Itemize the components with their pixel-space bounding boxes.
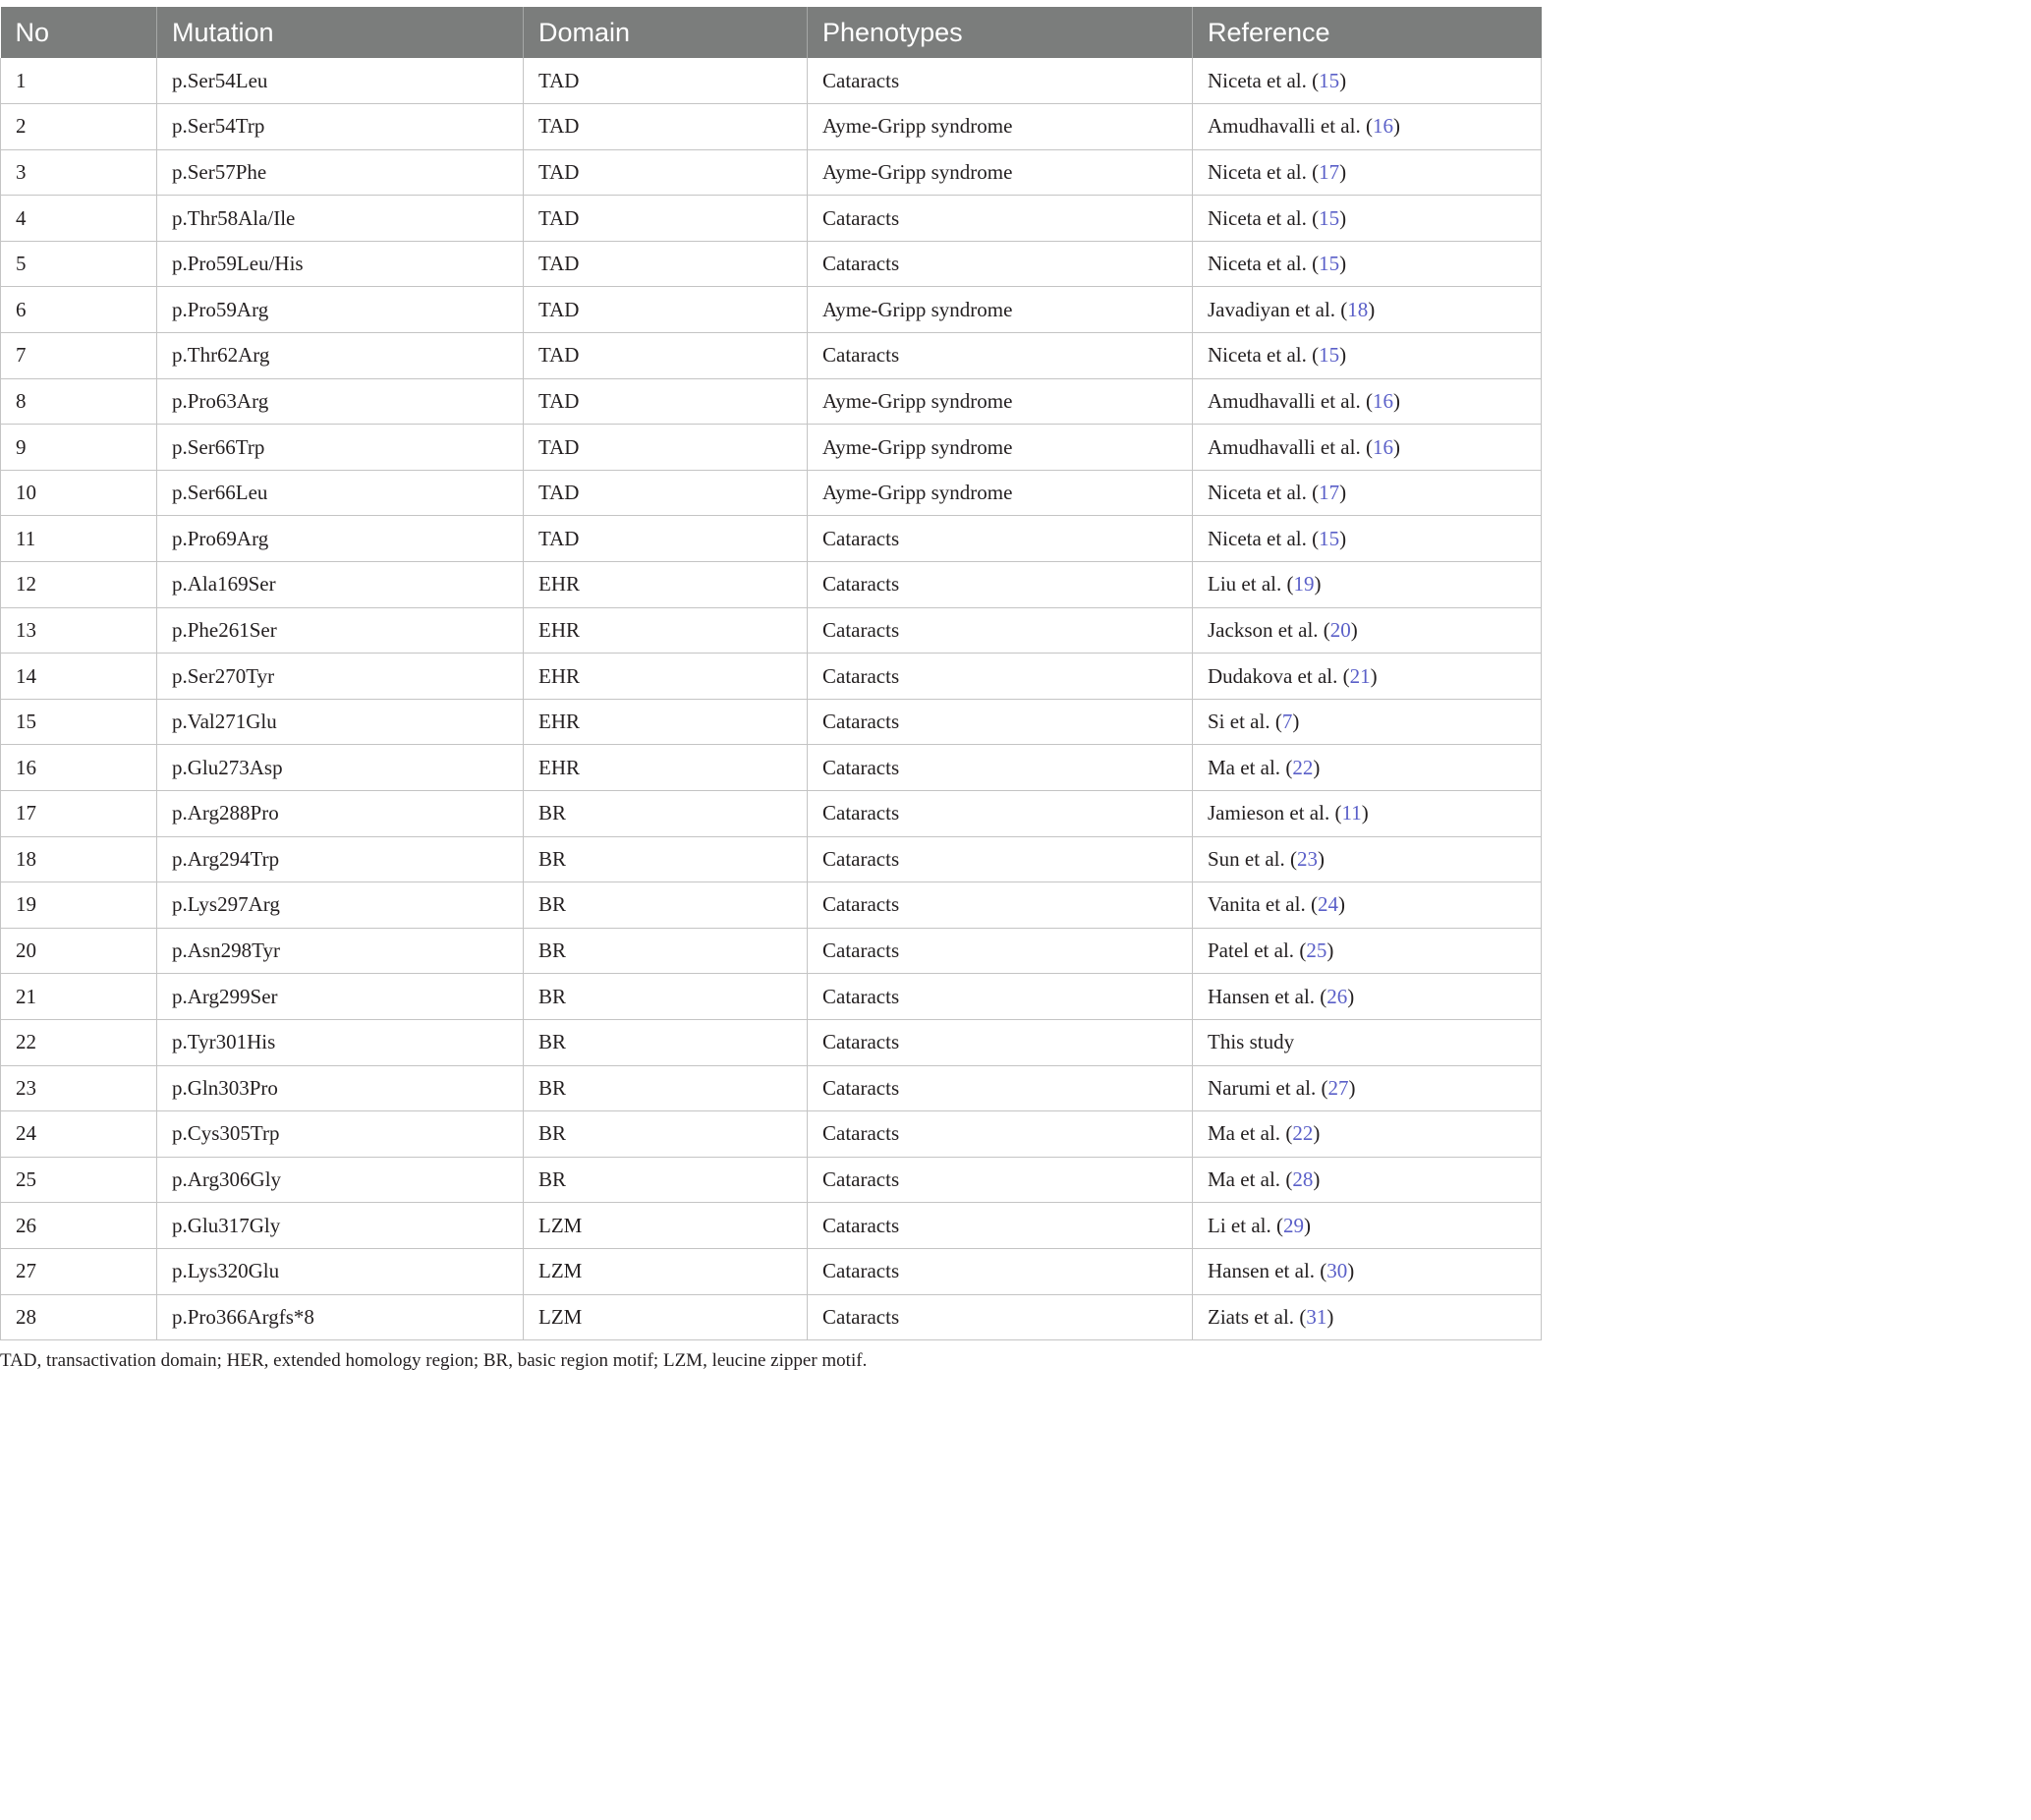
cell-no: 12	[1, 562, 157, 608]
cell-no: 14	[1, 654, 157, 700]
reference-author: Hansen et al.	[1208, 984, 1316, 1008]
cell-phenotype: Cataracts	[808, 974, 1193, 1020]
cell-no: 6	[1, 287, 157, 333]
reference-author: Liu et al.	[1208, 572, 1282, 597]
table-row	[1, 1203, 1542, 1249]
cell-mutation: p.Phe261Ser	[157, 607, 524, 654]
cell-no: 1	[1, 58, 157, 104]
reference-author: Javadiyan et al.	[1208, 297, 1336, 321]
reference-link[interactable]: 28	[1292, 1167, 1314, 1192]
cell-phenotype: Cataracts	[808, 1157, 1193, 1203]
table-row	[1, 607, 1542, 654]
cell-mutation: p.Arg294Trp	[157, 836, 524, 882]
table-row	[1, 104, 1542, 150]
cell-no: 10	[1, 470, 157, 516]
reference-author: Amudhavalli et al.	[1208, 114, 1361, 139]
reference-author: This study	[1208, 1030, 1295, 1054]
cell-mutation: p.Glu273Asp	[157, 745, 524, 791]
reference-author: Dudakova et al.	[1208, 663, 1338, 688]
cell-phenotype: Cataracts	[808, 1294, 1193, 1340]
mutations-table	[0, 7, 1542, 1340]
cell-reference: Amudhavalli et al. (16)	[1193, 378, 1542, 425]
cell-reference	[1193, 1019, 1542, 1065]
cell-domain: BR	[524, 1065, 808, 1111]
cell-reference: Niceta et al. (15)	[1193, 196, 1542, 242]
table-row	[1, 699, 1542, 745]
cell-domain: BR	[524, 791, 808, 837]
table-row	[1, 58, 1542, 104]
cell-mutation: p.Pro69Arg	[157, 516, 524, 562]
cell-phenotype: Cataracts	[808, 791, 1193, 837]
cell-reference: Li et al. (29)	[1193, 1203, 1542, 1249]
cell-reference: Amudhavalli et al. (16)	[1193, 104, 1542, 150]
cell-domain: LZM	[524, 1248, 808, 1294]
table-row	[1, 836, 1542, 882]
cell-domain: TAD	[524, 241, 808, 287]
reference-author: Amudhavalli et al.	[1208, 434, 1361, 459]
reference-author: Narumi et al.	[1208, 1075, 1317, 1100]
cell-reference: Niceta et al. (15)	[1193, 241, 1542, 287]
cell-domain: BR	[524, 1157, 808, 1203]
cell-mutation: p.Ser66Leu	[157, 470, 524, 516]
cell-phenotype: Ayme-Gripp syndrome	[808, 287, 1193, 333]
cell-phenotype: Cataracts	[808, 607, 1193, 654]
cell-domain: TAD	[524, 104, 808, 150]
cell-phenotype: Cataracts	[808, 928, 1193, 974]
cell-reference: Vanita et al. (24)	[1193, 882, 1542, 929]
cell-phenotype: Ayme-Gripp syndrome	[808, 378, 1193, 425]
table-row	[1, 974, 1542, 1020]
reference-link[interactable]: 26	[1326, 984, 1348, 1008]
header-no: No	[15, 17, 50, 47]
reference-link[interactable]: 11	[1341, 801, 1362, 825]
reference-author: Si et al.	[1208, 710, 1270, 734]
cell-no: 7	[1, 333, 157, 379]
cell-reference: Ziats et al. (31)	[1193, 1294, 1542, 1340]
reference-link[interactable]: 25	[1306, 938, 1327, 963]
header-row	[1, 7, 1542, 58]
cell-reference: Dudakova et al. (21)	[1193, 654, 1542, 700]
cell-mutation: p.Ala169Ser	[157, 562, 524, 608]
table-row	[1, 149, 1542, 196]
cell-domain: EHR	[524, 699, 808, 745]
cell-mutation: p.Lys320Glu	[157, 1248, 524, 1294]
cell-domain: LZM	[524, 1294, 808, 1340]
cell-reference: Hansen et al. (30)	[1193, 1248, 1542, 1294]
table-row	[1, 516, 1542, 562]
cell-domain: TAD	[524, 470, 808, 516]
cell-mutation: p.Pro59Leu/His	[157, 241, 524, 287]
reference-link[interactable]: 29	[1282, 1213, 1304, 1237]
cell-reference: Javadiyan et al. (18)	[1193, 287, 1542, 333]
cell-mutation: p.Ser54Trp	[157, 104, 524, 150]
cell-phenotype: Cataracts	[808, 1248, 1193, 1294]
cell-mutation: p.Pro63Arg	[157, 378, 524, 425]
reference-author: Ma et al.	[1208, 1167, 1281, 1192]
cell-no: 15	[1, 699, 157, 745]
cell-phenotype: Ayme-Gripp syndrome	[808, 425, 1193, 471]
reference-link[interactable]: 30	[1326, 1259, 1348, 1283]
cell-mutation: p.Glu317Gly	[157, 1203, 524, 1249]
cell-domain: EHR	[524, 745, 808, 791]
cell-mutation: p.Ser270Tyr	[157, 654, 524, 700]
cell-domain: BR	[524, 836, 808, 882]
cell-no: 21	[1, 974, 157, 1020]
header-mutation: Mutation	[157, 7, 524, 58]
reference-link[interactable]: 7	[1281, 710, 1293, 734]
cell-domain: TAD	[524, 58, 808, 104]
header-phenotypes: Phenotypes	[808, 7, 1193, 58]
table-row	[1, 654, 1542, 700]
cell-domain: TAD	[524, 196, 808, 242]
cell-domain: BR	[524, 974, 808, 1020]
cell-domain: BR	[524, 1019, 808, 1065]
cell-phenotype: Ayme-Gripp syndrome	[808, 104, 1193, 150]
cell-reference: Liu et al. (19)	[1193, 562, 1542, 608]
reference-author: Ma et al.	[1208, 1121, 1281, 1146]
cell-mutation: p.Arg288Pro	[157, 791, 524, 837]
cell-phenotype: Cataracts	[808, 882, 1193, 929]
cell-domain: LZM	[524, 1203, 808, 1249]
reference-link[interactable]: 16	[1372, 434, 1393, 459]
cell-no: 9	[1, 425, 157, 471]
cell-phenotype: Cataracts	[808, 241, 1193, 287]
cell-mutation: p.Asn298Tyr	[157, 928, 524, 974]
reference-author: Patel et al.	[1208, 938, 1295, 963]
table-row	[1, 287, 1542, 333]
reference-author: Sun et al.	[1208, 846, 1285, 871]
cell-domain: TAD	[524, 425, 808, 471]
cell-reference: Sun et al. (23)	[1193, 836, 1542, 882]
reference-link[interactable]: 22	[1292, 1121, 1314, 1146]
cell-mutation: p.Cys305Trp	[157, 1111, 524, 1158]
cell-reference: Amudhavalli et al. (16)	[1193, 425, 1542, 471]
cell-domain: EHR	[524, 607, 808, 654]
table-row	[1, 1157, 1542, 1203]
cell-reference: Niceta et al. (15)	[1193, 58, 1542, 104]
cell-domain: TAD	[524, 378, 808, 425]
table-row	[1, 1111, 1542, 1158]
cell-domain: EHR	[524, 654, 808, 700]
table-row	[1, 425, 1542, 471]
table-row	[1, 928, 1542, 974]
cell-phenotype: Cataracts	[808, 562, 1193, 608]
cell-mutation: p.Thr58Ala/Ile	[157, 196, 524, 242]
cell-reference: Niceta et al. (15)	[1193, 333, 1542, 379]
cell-no: 20	[1, 928, 157, 974]
reference-author: Niceta et al.	[1208, 252, 1307, 276]
reference-link[interactable]: 15	[1319, 205, 1340, 230]
cell-phenotype: Cataracts	[808, 745, 1193, 791]
reference-link[interactable]: 15	[1319, 343, 1340, 368]
table-row	[1, 1294, 1542, 1340]
cell-no: 11	[1, 516, 157, 562]
reference-link[interactable]: 19	[1293, 572, 1315, 597]
cell-mutation: p.Pro59Arg	[157, 287, 524, 333]
table-header	[1, 7, 1542, 58]
cell-phenotype: Cataracts	[808, 1019, 1193, 1065]
cell-reference: Ma et al. (22)	[1193, 745, 1542, 791]
cell-reference: Narumi et al. (27)	[1193, 1065, 1542, 1111]
reference-link[interactable]: 23	[1297, 846, 1318, 871]
reference-author: Niceta et al.	[1208, 526, 1307, 550]
cell-domain: TAD	[524, 287, 808, 333]
reference-link[interactable]: 22	[1292, 755, 1314, 779]
reference-author: Ma et al.	[1208, 755, 1281, 779]
cell-no: 24	[1, 1111, 157, 1158]
cell-reference: Niceta et al. (17)	[1193, 470, 1542, 516]
reference-author: Niceta et al.	[1208, 343, 1307, 368]
cell-phenotype: Cataracts	[808, 196, 1193, 242]
cell-mutation: p.Ser57Phe	[157, 149, 524, 196]
cell-no: 5	[1, 241, 157, 287]
cell-reference: Ma et al. (22)	[1193, 1111, 1542, 1158]
cell-no: 19	[1, 882, 157, 929]
reference-author: Niceta et al.	[1208, 205, 1307, 230]
cell-reference: Jackson et al. (20)	[1193, 607, 1542, 654]
cell-phenotype: Cataracts	[808, 1111, 1193, 1158]
reference-author: Vanita et al.	[1208, 892, 1306, 917]
cell-mutation: p.Thr62Arg	[157, 333, 524, 379]
reference-link[interactable]: 21	[1349, 663, 1371, 688]
cell-mutation: p.Ser54Leu	[157, 58, 524, 104]
cell-no: 23	[1, 1065, 157, 1111]
reference-link[interactable]: 18	[1347, 297, 1369, 321]
table-row	[1, 562, 1542, 608]
cell-no: 16	[1, 745, 157, 791]
cell-domain: BR	[524, 882, 808, 929]
reference-link[interactable]: 31	[1306, 1304, 1327, 1329]
cell-phenotype: Cataracts	[808, 516, 1193, 562]
cell-mutation: p.Tyr301His	[157, 1019, 524, 1065]
cell-phenotype: Cataracts	[808, 836, 1193, 882]
cell-no: 26	[1, 1203, 157, 1249]
cell-phenotype: Cataracts	[808, 1065, 1193, 1111]
cell-domain: EHR	[524, 562, 808, 608]
cell-no: 18	[1, 836, 157, 882]
table-row	[1, 196, 1542, 242]
cell-reference: Niceta et al. (15)	[1193, 516, 1542, 562]
cell-domain: TAD	[524, 149, 808, 196]
cell-domain: TAD	[524, 333, 808, 379]
cell-no: 8	[1, 378, 157, 425]
table-row	[1, 333, 1542, 379]
cell-mutation: p.Lys297Arg	[157, 882, 524, 929]
header-reference: Reference	[1193, 7, 1542, 58]
cell-reference: Niceta et al. (17)	[1193, 149, 1542, 196]
cell-mutation: p.Val271Glu	[157, 699, 524, 745]
reference-author: Amudhavalli et al.	[1208, 388, 1361, 413]
cell-phenotype: Cataracts	[808, 333, 1193, 379]
reference-link[interactable]: 15	[1319, 526, 1340, 550]
reference-author: Jackson et al.	[1208, 617, 1319, 642]
reference-link[interactable]: 15	[1319, 68, 1340, 92]
cell-no: 4	[1, 196, 157, 242]
table-footnote: TAD, transactivation domain; HER, extended homology region; BR, basic region motif; LZM, leucine zipper motif.	[0, 1350, 868, 1371]
table-row	[1, 791, 1542, 837]
cell-no: 17	[1, 791, 157, 837]
reference-author: Niceta et al.	[1208, 159, 1307, 184]
reference-link[interactable]: 15	[1319, 252, 1340, 276]
cell-reference: Patel et al. (25)	[1193, 928, 1542, 974]
reference-link[interactable]: 27	[1327, 1075, 1349, 1100]
cell-mutation: p.Arg299Ser	[157, 974, 524, 1020]
cell-mutation: p.Pro366Argfs*8	[157, 1294, 524, 1340]
reference-author: Niceta et al.	[1208, 481, 1307, 505]
reference-author: Niceta et al.	[1208, 68, 1307, 92]
table-row	[1, 1019, 1542, 1065]
table-row	[1, 1248, 1542, 1294]
cell-no: 28	[1, 1294, 157, 1340]
cell-reference: Si et al. (7)	[1193, 699, 1542, 745]
cell-no: 3	[1, 149, 157, 196]
reference-link[interactable]: 20	[1329, 617, 1351, 642]
cell-mutation: p.Gln303Pro	[157, 1065, 524, 1111]
reference-link[interactable]: 17	[1319, 159, 1340, 184]
cell-domain: TAD	[524, 516, 808, 562]
reference-link[interactable]: 16	[1372, 114, 1393, 139]
reference-author: Li et al.	[1208, 1213, 1271, 1237]
cell-mutation: p.Ser66Trp	[157, 425, 524, 471]
cell-reference: Hansen et al. (26)	[1193, 974, 1542, 1020]
cell-reference: Jamieson et al. (11)	[1193, 791, 1542, 837]
cell-no: 22	[1, 1019, 157, 1065]
reference-link[interactable]: 24	[1317, 892, 1338, 917]
reference-link[interactable]: 16	[1372, 388, 1393, 413]
cell-domain: BR	[524, 1111, 808, 1158]
reference-author: Hansen et al.	[1208, 1259, 1316, 1283]
cell-phenotype: Cataracts	[808, 58, 1193, 104]
table-row	[1, 882, 1542, 929]
table-row	[1, 470, 1542, 516]
cell-phenotype: Cataracts	[808, 1203, 1193, 1249]
cell-domain: BR	[524, 928, 808, 974]
cell-no: 25	[1, 1157, 157, 1203]
table-row	[1, 745, 1542, 791]
cell-phenotype: Cataracts	[808, 699, 1193, 745]
cell-phenotype: Ayme-Gripp syndrome	[808, 470, 1193, 516]
header-domain: Domain	[524, 7, 808, 58]
table-body	[1, 58, 1542, 1340]
cell-reference: Ma et al. (28)	[1193, 1157, 1542, 1203]
table-row	[1, 241, 1542, 287]
cell-no: 2	[1, 104, 157, 150]
cell-phenotype: Cataracts	[808, 654, 1193, 700]
cell-no: 13	[1, 607, 157, 654]
reference-author: Ziats et al.	[1208, 1304, 1295, 1329]
cell-phenotype: Ayme-Gripp syndrome	[808, 149, 1193, 196]
cell-mutation: p.Arg306Gly	[157, 1157, 524, 1203]
cell-no: 27	[1, 1248, 157, 1294]
table-row	[1, 1065, 1542, 1111]
reference-link[interactable]: 17	[1319, 481, 1340, 505]
reference-author: Jamieson et al.	[1208, 801, 1330, 825]
table-row	[1, 378, 1542, 425]
